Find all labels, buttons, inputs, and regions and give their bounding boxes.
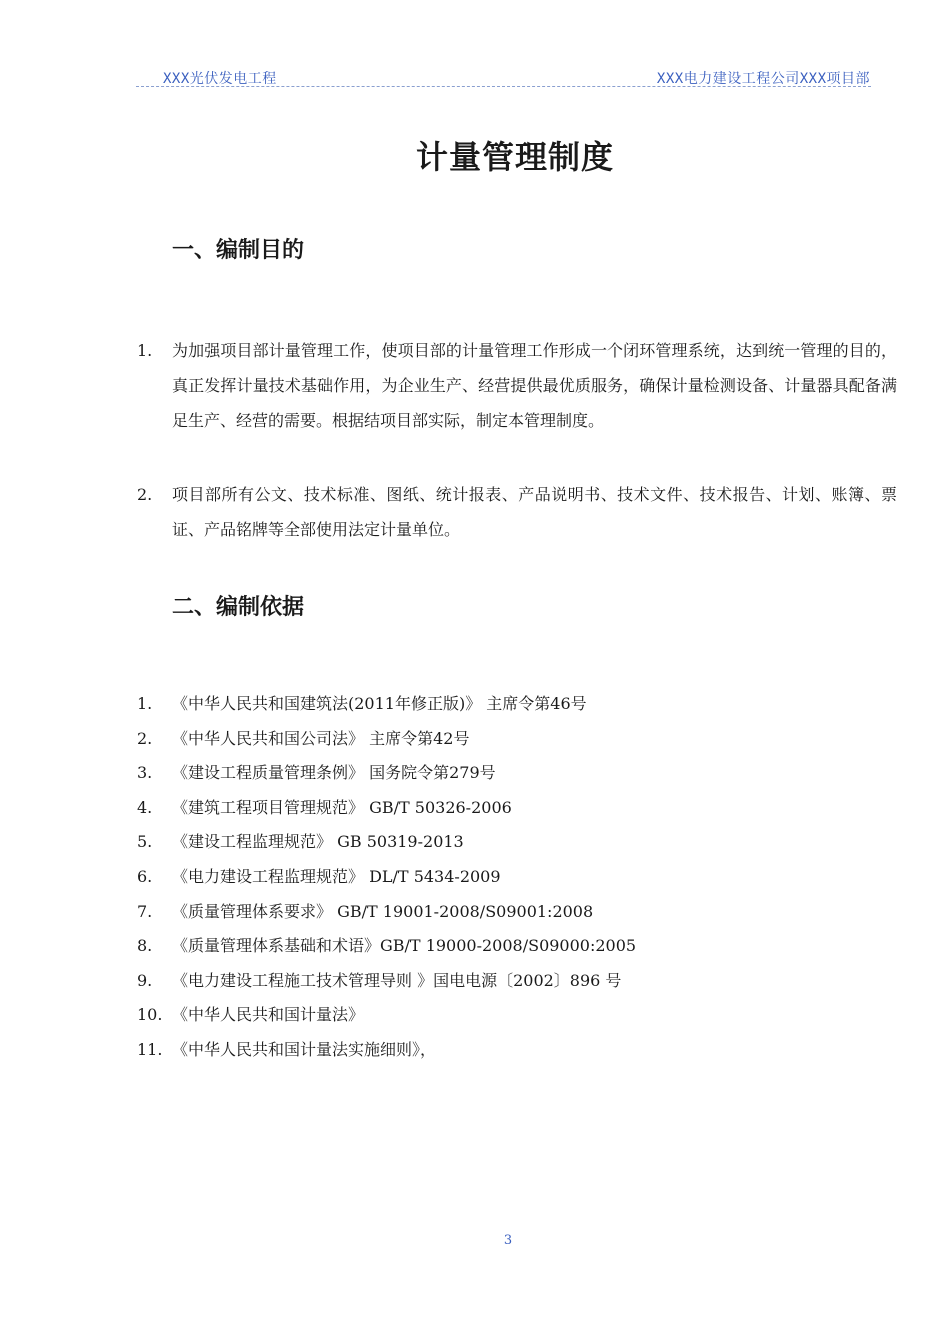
item-text: 《电力建设工程施工技术管理导则 》国电电源〔2002〕896 号 — [172, 970, 622, 990]
reference-item — [137, 756, 897, 791]
item-number: 2. — [137, 485, 153, 504]
document-title: 计量管理制度 — [415, 138, 614, 176]
header-right-text: XXX电力建设工程公司XXX项目部 — [656, 71, 870, 87]
item-text: 《中华人民共和国计量法实施细则》， — [172, 1039, 437, 1059]
reference-item — [137, 895, 897, 930]
item-number: 8. — [137, 936, 153, 956]
reference-item — [137, 1033, 897, 1068]
item-number: 10. — [137, 1005, 163, 1025]
item-text: 《质量管理体系要求》 GB/T 19001-2008/S09001:2008 — [172, 901, 594, 921]
reference-item — [137, 722, 897, 757]
reference-list — [137, 687, 897, 1068]
reference-item — [137, 791, 897, 826]
item-text: 《质量管理体系基础和术语》GB/T 19000-2008/S09000:2005 — [172, 936, 637, 956]
item-number: 11. — [137, 1039, 163, 1059]
item-text: 为加强项目部计量管理工作，使项目部的计量管理工作形成一个闭环管理系统，达到统一管理的目的，真正发挥计量技术基础作用，为企业生产、经营提供最优质服务，确保计量检测设备、计量器具配备满足生产、经营的需要。根据结项目部实际，制定本管理制度。 — [172, 341, 897, 430]
item-text: 《电力建设工程监理规范》 DL/T 5434-2009 — [172, 866, 501, 886]
header-left-text: XXX光伏发电工程 — [163, 71, 277, 87]
purpose-item — [137, 477, 897, 547]
item-number: 3. — [137, 763, 153, 783]
header-divider — [136, 86, 871, 87]
item-number: 2. — [137, 728, 153, 748]
item-text: 《中华人民共和国计量法》 — [172, 1005, 365, 1025]
purpose-item — [137, 333, 897, 438]
section-heading-purpose: 一、编制目的 — [172, 238, 305, 263]
item-number: 5. — [137, 832, 153, 852]
item-number: 1. — [137, 694, 153, 713]
reference-item — [137, 929, 897, 964]
reference-item — [137, 825, 897, 860]
item-text: 项目部所有公文、技术标准、图纸、统计报表、产品说明书、技术文件、技术报告、计划、账簿、票证、产品铭牌等全部使用法定计量单位。 — [172, 485, 897, 539]
reference-item — [137, 687, 897, 722]
reference-item — [137, 998, 897, 1033]
item-number: 4. — [137, 797, 153, 817]
reference-item — [137, 860, 897, 895]
item-text: 《建设工程监理规范》 GB 50319-2013 — [172, 832, 464, 852]
item-text: 《建设工程质量管理条例》 国务院令第279号 — [172, 763, 496, 783]
section-heading-basis: 二、编制依据 — [172, 595, 305, 620]
item-text: 《中华人民共和国建筑法(2011年修正版)》 主席令第46号 — [172, 694, 587, 713]
item-text: 《建筑工程项目管理规范》 GB/T 50326-2006 — [172, 797, 512, 817]
item-text: 《中华人民共和国公司法》 主席令第42号 — [172, 728, 470, 748]
reference-item — [137, 964, 897, 999]
item-number: 1. — [137, 341, 153, 360]
item-number: 6. — [137, 866, 153, 886]
item-number: 9. — [137, 970, 153, 990]
page-number: 3 — [503, 1233, 513, 1248]
item-number: 7. — [137, 901, 153, 921]
